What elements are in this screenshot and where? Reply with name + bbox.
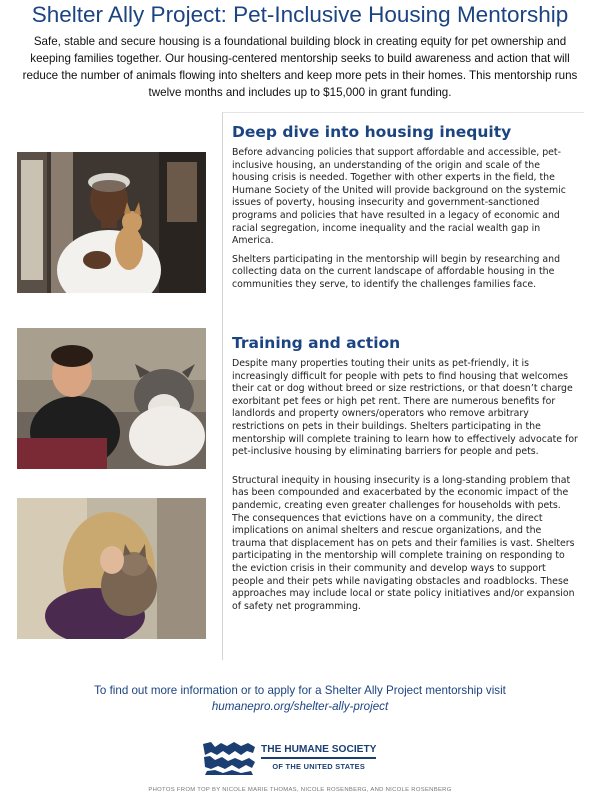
logo-wordmark (261, 744, 376, 772)
photo-woman-with-dog (17, 152, 206, 293)
content-column (222, 112, 584, 660)
section-training-action (232, 334, 578, 619)
logo-divider (261, 757, 376, 759)
section-heading: Deep dive into housing inequity (232, 123, 512, 141)
call-to-action (0, 683, 600, 715)
page-title: Shelter Ally Project: Pet-Inclusive Housing Mentorship (31, 2, 569, 27)
photo-credits: PHOTOS FROM TOP BY NICOLE MARIE THOMAS, NICOLE ROSENBERG, AND NICOLE ROSENBERG (148, 787, 452, 793)
section-heading: Training and action (232, 334, 401, 352)
logo-line-2: OF THE UNITED STATES (272, 761, 366, 771)
photo-boy-with-dog (17, 328, 206, 469)
section-paragraph: Before advancing policies that support affordable and accessible, pet-inclusive housing, an understanding of the origin and scale of the housing crisis is needed. Together with other experts in the field, the Humane Society of the United will provide background on the systemic issues of poverty, housing insecurity and government-sanctioned programs and policies that have resulted in a legacy of economic and racial segregation, income inequality and the racial wealth gap in America. (232, 147, 566, 247)
cta-text: To find out more information or to apply for a Shelter Ally Project mentorship visit (94, 684, 506, 697)
logo-line-1: THE HUMANE SOCIETY (261, 744, 377, 756)
photo-woman-with-cat (17, 498, 206, 639)
section-housing-inequity (232, 123, 578, 298)
animals-silhouette-icon (201, 740, 257, 776)
intro-paragraph: Safe, stable and secure housing is a foundational building block in creating equity for pet ownership and keeping families together. Our housing-centered mentorship seeks to build awareness and action that will reduce the number of animals flowing into shelters and keep more pets in their homes. This mentorship runs twelve months and includes up to $15,000 in grant funding. (22, 35, 578, 99)
section-paragraph: Structural inequity in housing insecurity is a long-standing problem that has been compounded and exacerbated by the economic impact of the pandemic, creating even greater challenges for households with pets. The consequences that evictions have on a community, the direct implications on animal shelters and rescue organizations, and the trauma that displacement has on pets and their families is vast. Shelters participating in the mentorship will complete training on responding to the eviction crisis in their community and develop ways to support people and their pets while navigating obstacles and roadblocks. These approaches may include local or state policy initiatives and/or expansion of safety net programming. (232, 474, 575, 612)
section-paragraph: Despite many properties touting their units as pet-friendly, it is increasingly difficult for people with pets to find housing that welcomes their cat or dog without breed or size restrictions, or that doesn’t charge exorbitant pet fees or high pet rent. There are numerous benefits for landlords and property owners/operators who remove arbitrary restrictions on pets in their buildings. Shelters participating in the mentorship will complete training to learn how to effectively advocate for pet-inclusive housing by eliminating barriers for people and pets. (232, 358, 578, 458)
section-paragraph: Shelters participating in the mentorship will begin by researching and collecting data on the current landscape of affordable housing in the communities they serve, to identify the challenges families face. (232, 253, 561, 290)
hsus-logo (201, 740, 381, 776)
cta-link[interactable]: humanepro.org/shelter-ally-project (211, 700, 389, 713)
